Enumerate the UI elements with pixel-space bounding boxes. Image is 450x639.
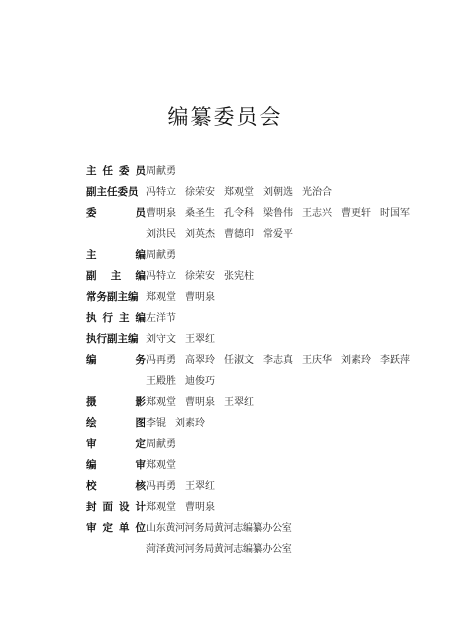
member-name: 刘朝选 [263, 187, 293, 198]
committee-row [86, 287, 426, 308]
names-list [146, 413, 426, 434]
member-name: 曹明泉 [146, 208, 176, 219]
committee-row [86, 497, 426, 518]
member-name: 李锟 [146, 418, 166, 429]
member-name: 曹更轩 [341, 208, 371, 219]
member-name: 郑观堂 [146, 397, 176, 408]
names-list [146, 476, 426, 497]
member-name: 冯特立 [146, 187, 176, 198]
member-name: 王庆华 [302, 355, 332, 366]
member-name: 周献勇 [146, 439, 176, 450]
committee-list [86, 161, 426, 560]
member-name: 冯再勇 [146, 481, 176, 492]
names-list [146, 266, 426, 287]
member-name: 高翠玲 [185, 355, 215, 366]
member-name: 王殿胜 [146, 376, 176, 387]
member-name: 常爱平 [263, 229, 293, 240]
member-name: 徐荣安 [185, 271, 215, 282]
member-name: 左洋节 [146, 313, 176, 324]
role-label: 主 任 委 员 [86, 165, 146, 177]
member-name: 曹明泉 [185, 502, 215, 513]
role-label: 编 务 [86, 354, 146, 366]
member-name: 桑圣生 [185, 208, 215, 219]
role-label: 委 员 [86, 207, 146, 219]
committee-row [86, 266, 426, 287]
committee-row [86, 476, 426, 497]
unit-name: 山东黄河河务局黄河志编纂办公室 [146, 523, 292, 534]
committee-row [86, 413, 426, 434]
member-name: 王志兴 [302, 208, 332, 219]
member-name: 光治合 [302, 187, 332, 198]
role-label: 副 主 任 委 员 [86, 186, 139, 198]
member-name: 王翠红 [185, 334, 215, 345]
member-name: 刘洪民 [146, 229, 176, 240]
committee-row [86, 203, 426, 245]
committee-row [86, 434, 426, 455]
committee-row [86, 245, 426, 266]
member-name: 刘英杰 [185, 229, 215, 240]
member-name: 李跃萍 [380, 355, 410, 366]
committee-row [86, 392, 426, 413]
names-list [146, 518, 426, 560]
member-name: 王翠红 [185, 481, 215, 492]
member-name: 时国军 [380, 208, 410, 219]
role-label: 副 主 编 [86, 270, 146, 282]
names-list [146, 161, 426, 182]
committee-row [86, 350, 426, 392]
role-label: 审 定 单 位 [86, 522, 146, 534]
member-name: 迪俊巧 [185, 376, 215, 387]
role-label: 主 编 [86, 249, 146, 261]
names-list [146, 287, 426, 308]
member-name: 周献勇 [146, 250, 176, 261]
member-name: 徐荣安 [185, 187, 215, 198]
member-name: 冯特立 [146, 271, 176, 282]
names-list [146, 308, 426, 329]
committee-row [86, 308, 426, 329]
names-list [146, 203, 426, 245]
member-name: 冯再勇 [146, 355, 176, 366]
member-name: 周献勇 [146, 166, 176, 177]
member-name: 张宪柱 [224, 271, 254, 282]
role-label: 编 审 [86, 459, 146, 471]
member-name: 李志真 [263, 355, 293, 366]
names-list [146, 329, 426, 350]
names-list [146, 455, 426, 476]
role-label: 执 行 副 主 编 [86, 333, 139, 345]
member-name: 郑观堂 [224, 187, 254, 198]
committee-row [86, 182, 426, 203]
names-list [146, 497, 426, 518]
member-name: 梁鲁伟 [263, 208, 293, 219]
role-label: 执 行 主 编 [86, 312, 146, 324]
committee-row [86, 518, 426, 560]
member-name: 郑观堂 [146, 292, 176, 303]
names-list [146, 350, 426, 392]
member-name: 任淑文 [224, 355, 254, 366]
role-label: 绘 图 [86, 417, 146, 429]
member-name: 刘素玲 [175, 418, 205, 429]
role-label: 审 定 [86, 438, 146, 450]
member-name: 曹德印 [224, 229, 254, 240]
member-name: 郑观堂 [146, 502, 176, 513]
committee-row [86, 455, 426, 476]
committee-row [86, 329, 426, 350]
unit-name: 菏泽黄河河务局黄河志编纂办公室 [146, 544, 292, 555]
role-label: 封 面 设 计 [86, 501, 146, 513]
member-name: 孔令科 [224, 208, 254, 219]
member-name: 刘素玲 [341, 355, 371, 366]
role-label: 校 核 [86, 480, 146, 492]
role-label: 常 务 副 主 编 [86, 291, 139, 303]
member-name: 郑观堂 [146, 460, 176, 471]
member-name: 曹明泉 [185, 397, 215, 408]
names-list [146, 392, 426, 413]
committee-row [86, 161, 426, 182]
role-label: 摄 影 [86, 396, 146, 408]
member-name: 刘守文 [146, 334, 176, 345]
names-list [146, 182, 426, 203]
page-title: 编纂委员会 [167, 105, 283, 129]
names-list [146, 434, 426, 455]
member-name: 王翠红 [224, 397, 254, 408]
names-list [146, 245, 426, 266]
member-name: 曹明泉 [185, 292, 215, 303]
